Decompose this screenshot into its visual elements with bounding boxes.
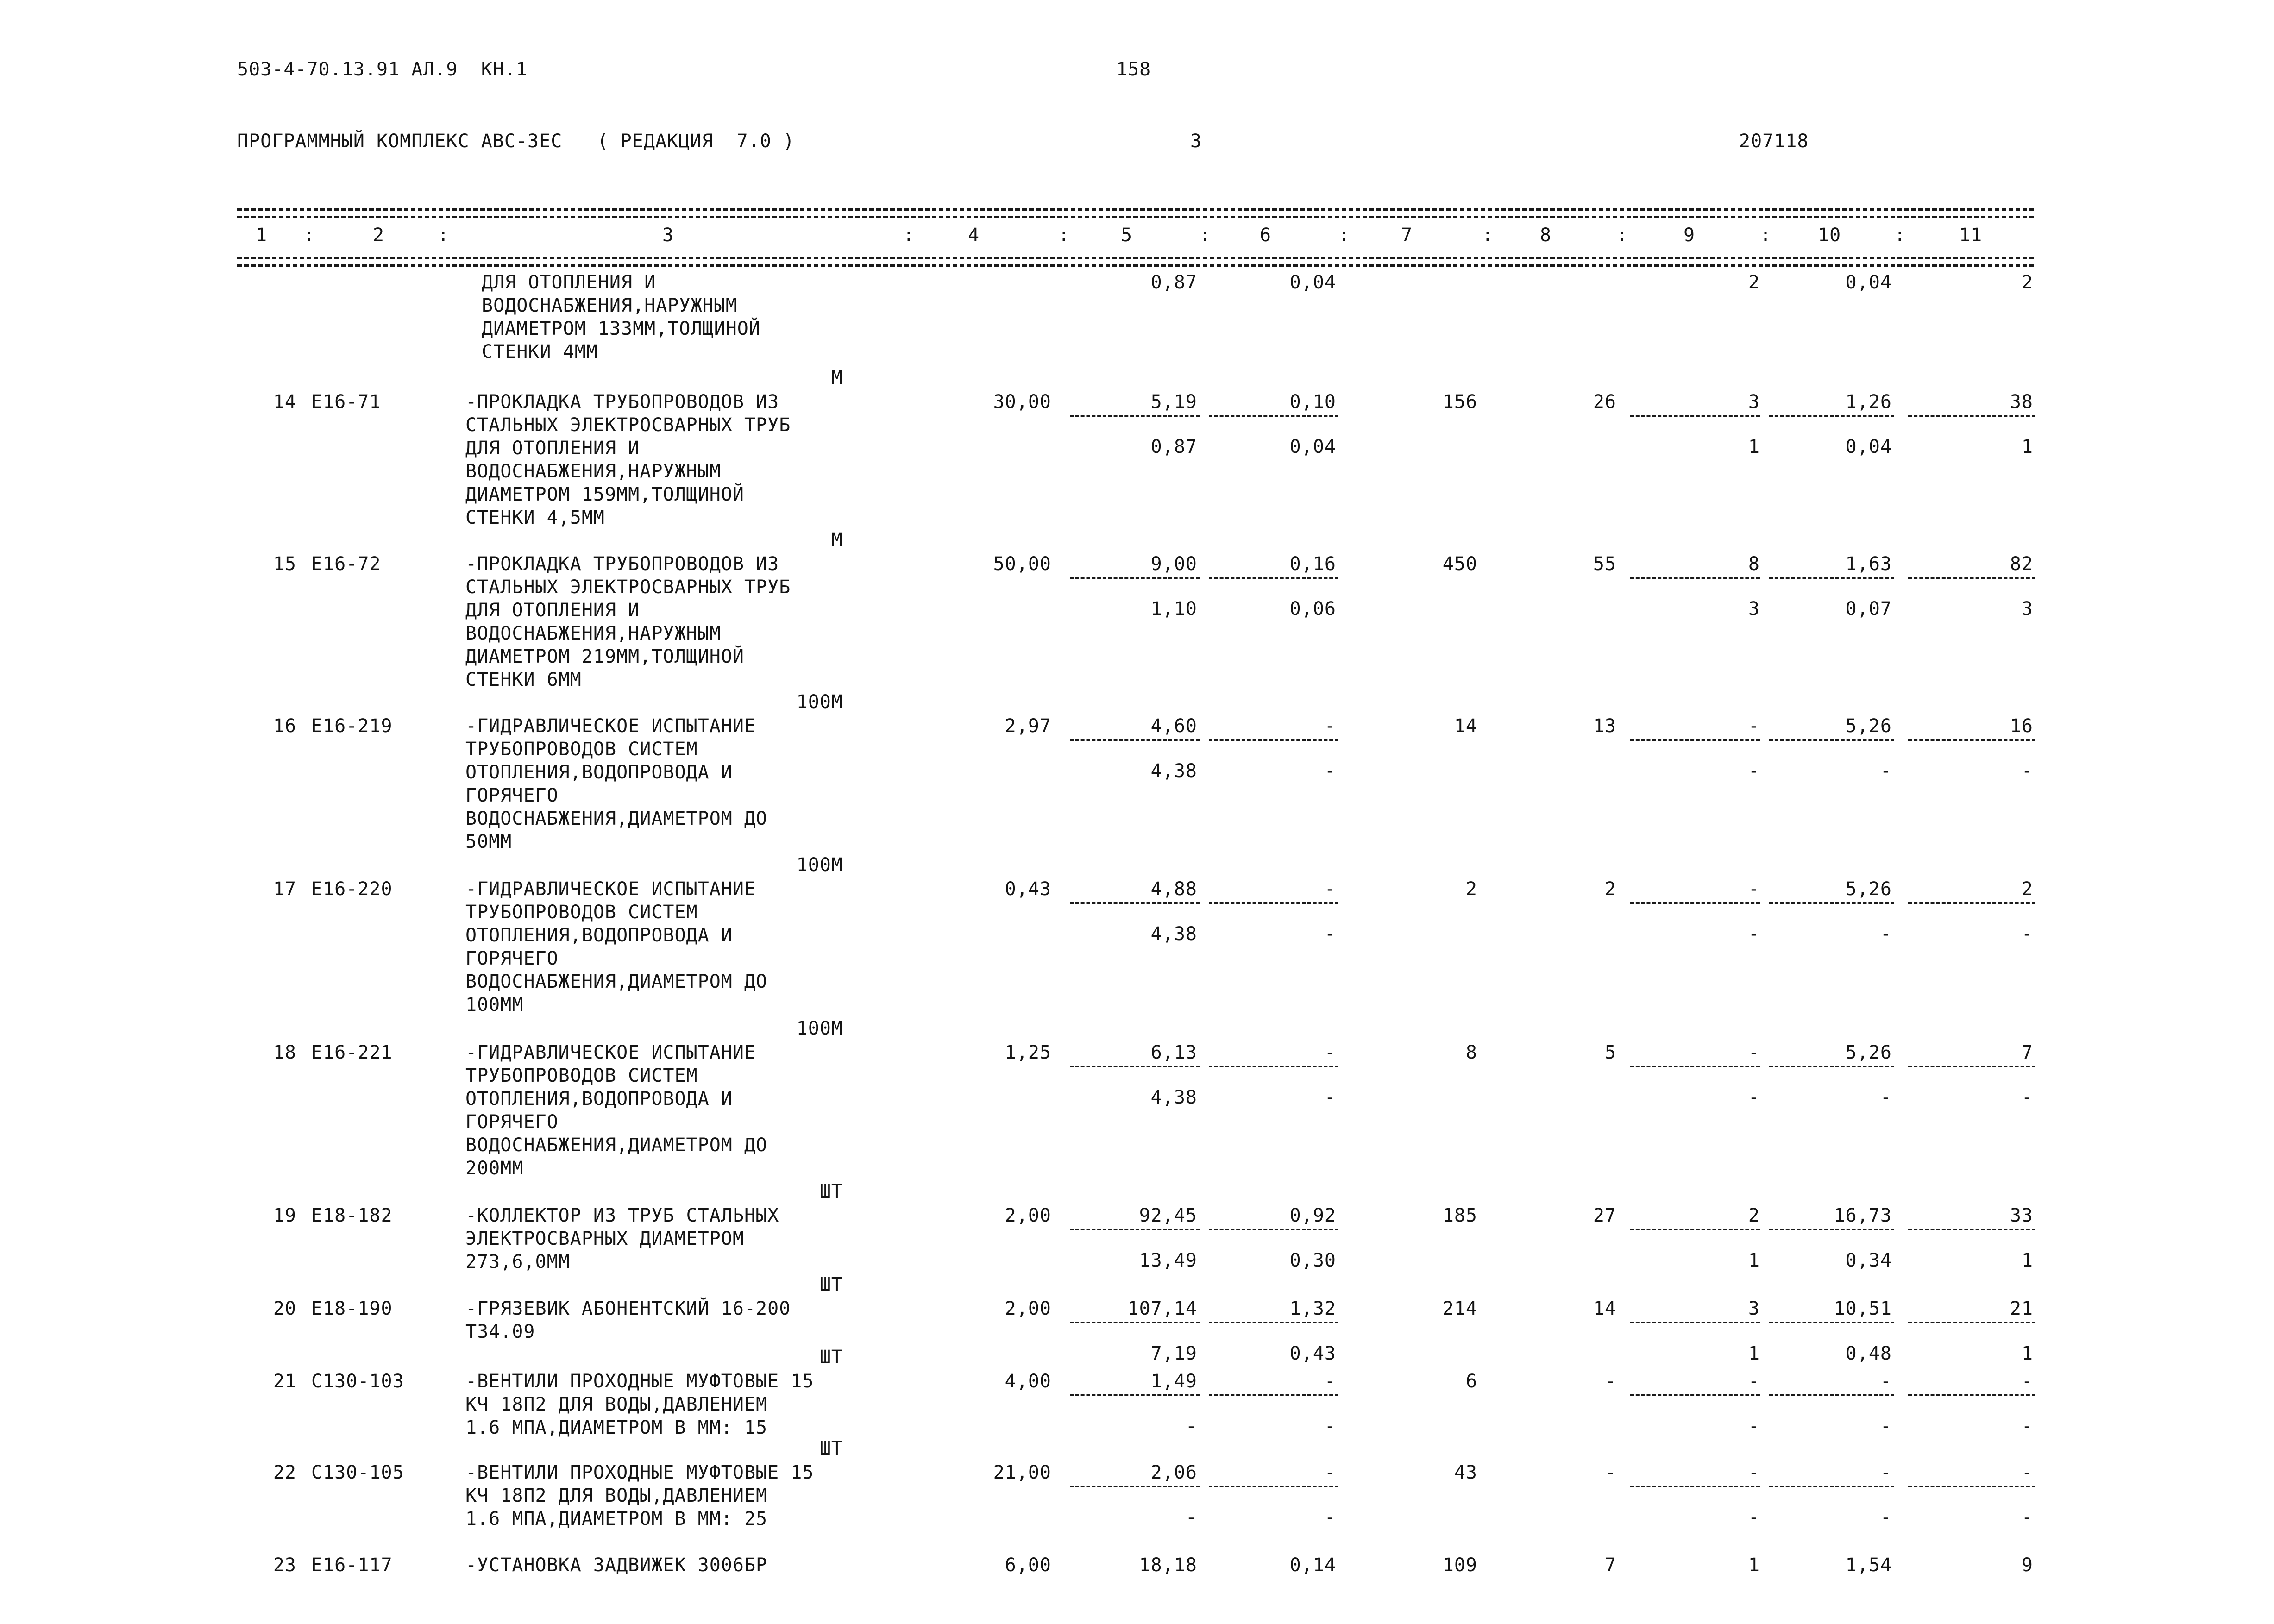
cell-value: - — [1880, 923, 1892, 945]
cell-value: 16,73 — [1834, 1205, 1892, 1226]
quantity: 50,00 — [993, 553, 1051, 575]
cell-value: 450 — [1442, 553, 1477, 575]
column-header: 6 — [1260, 225, 1272, 246]
cell-value: - — [1880, 1416, 1892, 1437]
cell-value: 5,26 — [1845, 715, 1892, 737]
cell-divider — [1630, 1394, 1760, 1396]
unit-label: ШТ — [819, 1181, 843, 1202]
description-line: СТАЛЬНЫХ ЭЛЕКТРОСВАРНЫХ ТРУБ — [465, 414, 791, 436]
cell-value: 1 — [2021, 1250, 2033, 1271]
column-separator: : — [1338, 225, 1351, 246]
cell-value: 0,14 — [1289, 1555, 1336, 1576]
description-line: ДИАМЕТРОМ 133ММ,ТОЛЩИНОЙ — [482, 318, 760, 339]
cell-value: - — [1324, 1462, 1336, 1483]
item-code: С130-105 — [311, 1462, 404, 1483]
cell-value: - — [2021, 1416, 2033, 1437]
cell-value: 0,16 — [1289, 553, 1336, 575]
cell-value: - — [1880, 1462, 1892, 1483]
cell-value: 26 — [1593, 391, 1616, 413]
cell-value: - — [2021, 1087, 2033, 1108]
cell-value: 13,49 — [1139, 1250, 1197, 1271]
description-line: КЧ 18П2 ДЛЯ ВОДЫ,ДАВЛЕНИЕМ — [465, 1485, 768, 1506]
description-line: -ПРОКЛАДКА ТРУБОПРОВОДОВ ИЗ — [465, 553, 779, 575]
header-bottom-rule — [237, 257, 2034, 259]
description-line: -ГИДРАВЛИЧЕСКОЕ ИСПЫТАНИЕ — [465, 878, 756, 900]
cell-value: - — [1604, 1462, 1616, 1483]
item-code: Е16-71 — [311, 391, 381, 413]
cell-value: 2 — [1604, 878, 1616, 900]
description-line: ВОДОСНАБЖЕНИЯ,ДИАМЕТРОМ ДО — [465, 808, 768, 829]
description-line: -ГРЯЗЕВИК АБОНЕНТСКИЙ 16-200 — [465, 1298, 791, 1319]
description-line: 200ММ — [465, 1158, 524, 1179]
cell-divider — [1769, 1229, 1894, 1230]
cell-value: - — [1324, 1087, 1336, 1108]
cell-value: 0,04 — [1289, 436, 1336, 458]
description-line: 50ММ — [465, 831, 512, 853]
cell-value: 14 — [1593, 1298, 1616, 1319]
description-line: ДИАМЕТРОМ 159ММ,ТОЛЩИНОЙ — [465, 484, 744, 505]
cell-value: 0,48 — [1845, 1343, 1892, 1364]
cell-value: 9,00 — [1150, 553, 1197, 575]
cell-value: - — [1748, 878, 1760, 900]
cell-value: 4,38 — [1150, 1087, 1197, 1108]
cell-divider — [1070, 1229, 1200, 1230]
cell-divider — [1908, 1322, 2035, 1323]
description-line: ВОДОСНАБЖЕНИЯ,ДИАМЕТРОМ ДО — [465, 1135, 768, 1156]
cell-value: - — [2021, 923, 2033, 945]
row-number: 22 — [273, 1462, 296, 1483]
column-separator: : — [1616, 225, 1628, 246]
cell-value: - — [2021, 1507, 2033, 1528]
cell-value: 1,32 — [1289, 1298, 1336, 1319]
unit-label: 100М — [796, 854, 843, 876]
cell-value: - — [1324, 1416, 1336, 1437]
cell-divider — [1209, 902, 1338, 904]
cell-value: 2,06 — [1150, 1462, 1197, 1483]
quantity: 1,25 — [1005, 1042, 1051, 1063]
description-line: -ГИДРАВЛИЧЕСКОЕ ИСПЫТАНИЕ — [465, 1042, 756, 1063]
cell-value: 1,10 — [1150, 598, 1197, 620]
cell-value: - — [2021, 760, 2033, 782]
cell-value: 1 — [1748, 1343, 1760, 1364]
cell-divider — [1769, 415, 1894, 417]
cell-value: - — [1748, 1042, 1760, 1063]
cell-value: 0,04 — [1289, 272, 1336, 293]
description-line: Т34.09 — [465, 1321, 535, 1342]
cell-divider — [1630, 415, 1760, 417]
cell-value: 38 — [2010, 391, 2033, 413]
description-line: ВОДОСНАБЖЕНИЯ,НАРУЖНЫМ — [465, 461, 721, 482]
description-line: ТРУБОПРОВОДОВ СИСТЕМ — [465, 739, 698, 760]
cell-value: - — [1324, 760, 1336, 782]
column-separator: : — [438, 225, 450, 246]
cell-value: - — [1748, 1087, 1760, 1108]
cell-value: 13 — [1593, 715, 1616, 737]
description-line: ОТОПЛЕНИЯ,ВОДОПРОВОДА И — [465, 925, 733, 946]
cell-divider — [1070, 415, 1200, 417]
cell-value: - — [1185, 1507, 1197, 1528]
description-line: ВОДОСНАБЖЕНИЯ,НАРУЖНЫМ — [465, 623, 721, 644]
quantity: 30,00 — [993, 391, 1051, 413]
cell-value: - — [1748, 1416, 1760, 1437]
cell-value: 0,10 — [1289, 391, 1336, 413]
cell-value: 0,92 — [1289, 1205, 1336, 1226]
cell-value: 92,45 — [1139, 1205, 1197, 1226]
cell-divider — [1908, 1486, 2035, 1487]
description-line: -ГИДРАВЛИЧЕСКОЕ ИСПЫТАНИЕ — [465, 715, 756, 737]
cell-value: 4,88 — [1150, 878, 1197, 900]
description-line: -КОЛЛЕКТОР ИЗ ТРУБ СТАЛЬНЫХ — [465, 1205, 779, 1226]
item-code: Е16-219 — [311, 715, 393, 737]
column-separator: : — [303, 225, 315, 246]
cell-value: 2 — [2021, 878, 2033, 900]
row-number: 21 — [273, 1371, 296, 1392]
cell-divider — [1209, 739, 1338, 741]
cell-value: - — [1604, 1371, 1616, 1392]
cell-value: 5 — [1604, 1042, 1616, 1063]
cell-divider — [1070, 1394, 1200, 1396]
cell-divider — [1630, 1066, 1760, 1067]
description-line: ЭЛЕКТРОСВАРНЫХ ДИАМЕТРОМ — [465, 1228, 744, 1249]
page-number: 158 — [1116, 59, 1151, 80]
cell-value: - — [1185, 1416, 1197, 1437]
cell-divider — [1070, 739, 1200, 741]
cell-value: - — [1748, 1371, 1760, 1392]
cell-value: 4,38 — [1150, 760, 1197, 782]
row-number: 15 — [273, 553, 296, 575]
unit-label: 100М — [796, 691, 843, 713]
cell-divider — [1908, 1066, 2035, 1067]
column-header: 5 — [1121, 225, 1133, 246]
cell-value: - — [1880, 1371, 1892, 1392]
cell-value: 1 — [2021, 1343, 2033, 1364]
cell-value: 0,07 — [1845, 598, 1892, 620]
cell-divider — [1209, 1486, 1338, 1487]
cell-value: 8 — [1465, 1042, 1477, 1063]
cell-divider — [1630, 1322, 1760, 1323]
program-line: ПРОГРАММНЫЙ КОМПЛЕКС АВС-3ЕС ( РЕДАКЦИЯ 7.0 ) — [237, 131, 795, 152]
cell-value: 1,63 — [1845, 553, 1892, 575]
cell-divider — [1630, 1229, 1760, 1230]
cell-value: 7,19 — [1150, 1343, 1197, 1364]
description-line: 100ММ — [465, 994, 524, 1016]
cell-value: - — [1324, 1042, 1336, 1063]
cell-divider — [1209, 577, 1338, 579]
cell-value: 5,26 — [1845, 1042, 1892, 1063]
cell-divider — [1070, 1322, 1200, 1323]
cell-value: - — [1880, 1087, 1892, 1108]
table-top-rule — [237, 208, 2034, 211]
cell-divider — [1070, 902, 1200, 904]
cell-value: 1,54 — [1845, 1555, 1892, 1576]
cell-value: - — [1748, 715, 1760, 737]
description-line: СТЕНКИ 6ММ — [465, 669, 582, 690]
quantity: 2,00 — [1005, 1205, 1051, 1226]
row-number: 17 — [273, 878, 296, 900]
cell-divider — [1908, 1394, 2035, 1396]
cell-divider — [1070, 1486, 1200, 1487]
cell-value: 3 — [1748, 391, 1760, 413]
cell-value: - — [1748, 1507, 1760, 1528]
cell-value: 3 — [1748, 1298, 1760, 1319]
cell-divider — [1209, 1322, 1338, 1323]
cell-value: 5,19 — [1150, 391, 1197, 413]
cell-value: 7 — [1604, 1555, 1616, 1576]
cell-value: 6,13 — [1150, 1042, 1197, 1063]
cell-divider — [1769, 1066, 1894, 1067]
cell-divider — [1630, 902, 1760, 904]
description-line: ДЛЯ ОТОПЛЕНИЯ И — [465, 600, 640, 621]
cell-value: 156 — [1442, 391, 1477, 413]
description-line: ТРУБОПРОВОДОВ СИСТЕМ — [465, 902, 698, 923]
cell-value: 0,87 — [1150, 272, 1197, 293]
cell-value: 14 — [1454, 715, 1477, 737]
cell-value: 9 — [2021, 1555, 2033, 1576]
item-code: Е16-221 — [311, 1042, 393, 1063]
cell-divider — [1908, 1229, 2035, 1230]
unit-label: М — [831, 367, 843, 389]
cell-value: 1,26 — [1845, 391, 1892, 413]
description-line: ВОДОСНАБЖЕНИЯ,ДИАМЕТРОМ ДО — [465, 971, 768, 992]
unit-label: 100М — [796, 1018, 843, 1039]
row-number: 19 — [273, 1205, 296, 1226]
cell-value: 16 — [2010, 715, 2033, 737]
row-number: 18 — [273, 1042, 296, 1063]
cell-value: 1,49 — [1150, 1371, 1197, 1392]
cell-value: 4,60 — [1150, 715, 1197, 737]
column-header: 2 — [373, 225, 385, 246]
cell-value: - — [1748, 1462, 1760, 1483]
cell-value: 214 — [1442, 1298, 1477, 1319]
column-separator: : — [1200, 225, 1212, 246]
cell-value: 2 — [1465, 878, 1477, 900]
item-code: Е16-220 — [311, 878, 393, 900]
item-code: С130-103 — [311, 1371, 404, 1392]
cell-value: - — [2021, 1371, 2033, 1392]
cell-value: - — [1324, 715, 1336, 737]
column-separator: : — [1482, 225, 1494, 246]
column-header: 8 — [1540, 225, 1552, 246]
description-line: -УСТАНОВКА ЗАДВИЖЕК 3006БР — [465, 1555, 768, 1576]
cell-value: 1 — [2021, 436, 2033, 458]
column-header: 3 — [662, 225, 674, 246]
column-header: 11 — [1959, 225, 1983, 246]
description-line: -ВЕНТИЛИ ПРОХОДНЫЕ МУФТОВЫЕ 15 — [465, 1371, 814, 1392]
cell-value: 27 — [1593, 1205, 1616, 1226]
cell-value: 7 — [2021, 1042, 2033, 1063]
cell-divider — [1908, 902, 2035, 904]
description-line: 1.6 МПА,ДИАМЕТРОМ В ММ: 15 — [465, 1417, 768, 1438]
item-code: Е16-72 — [311, 553, 381, 575]
row-number: 23 — [273, 1555, 296, 1576]
row-number: 20 — [273, 1298, 296, 1319]
column-separator: : — [1894, 225, 1906, 246]
cell-value: 0,43 — [1289, 1343, 1336, 1364]
cell-value: 10,51 — [1834, 1298, 1892, 1319]
unit-label: ШТ — [819, 1274, 843, 1295]
cell-divider — [1630, 577, 1760, 579]
cell-value: 18,18 — [1139, 1555, 1197, 1576]
cell-value: 33 — [2010, 1205, 2033, 1226]
cell-divider — [1769, 1394, 1894, 1396]
cell-divider — [1209, 1066, 1338, 1067]
cell-value: 1 — [1748, 1250, 1760, 1271]
cell-divider — [1908, 415, 2035, 417]
code-number: 207118 — [1739, 131, 1809, 152]
description-line: СТАЛЬНЫХ ЭЛЕКТРОСВАРНЫХ ТРУБ — [465, 577, 791, 598]
quantity: 2,97 — [1005, 715, 1051, 737]
description-line: ДИАМЕТРОМ 219ММ,ТОЛЩИНОЙ — [465, 646, 744, 667]
cell-divider — [1769, 1486, 1894, 1487]
cell-value: 21 — [2010, 1298, 2033, 1319]
cell-divider — [1769, 577, 1894, 579]
cell-value: 1 — [1748, 436, 1760, 458]
item-code: Е16-117 — [311, 1555, 393, 1576]
column-header: 9 — [1684, 225, 1696, 246]
description-line: ТРУБОПРОВОДОВ СИСТЕМ — [465, 1065, 698, 1086]
row-number: 16 — [273, 715, 296, 737]
header-bottom-rule-2 — [237, 264, 2034, 267]
quantity: 21,00 — [993, 1462, 1051, 1483]
sheet-number: 3 — [1190, 131, 1202, 152]
column-separator: : — [1760, 225, 1772, 246]
cell-value: 1 — [1748, 1555, 1760, 1576]
cell-value: 82 — [2010, 553, 2033, 575]
description-line: ГОРЯЧЕГО — [465, 1111, 559, 1133]
cell-value: 8 — [1748, 553, 1760, 575]
cell-value: - — [1324, 923, 1336, 945]
row-number: 14 — [273, 391, 296, 413]
column-separator: : — [903, 225, 915, 246]
description-line: ОТОПЛЕНИЯ,ВОДОПРОВОДА И — [465, 762, 733, 783]
column-header: 1 — [256, 225, 268, 246]
cell-value: 2 — [1748, 272, 1760, 293]
description-line: СТЕНКИ 4,5ММ — [465, 507, 605, 528]
cell-value: - — [1880, 760, 1892, 782]
description-line: 273,6,0ММ — [465, 1251, 570, 1273]
cell-value: 109 — [1442, 1555, 1477, 1576]
quantity: 2,00 — [1005, 1298, 1051, 1319]
cell-value: 0,04 — [1845, 436, 1892, 458]
cell-value: 43 — [1454, 1462, 1477, 1483]
cell-divider — [1908, 739, 2035, 741]
cell-divider — [1070, 1066, 1200, 1067]
cell-divider — [1908, 577, 2035, 579]
description-line: ОТОПЛЕНИЯ,ВОДОПРОВОДА И — [465, 1088, 733, 1110]
cell-value: - — [2021, 1462, 2033, 1483]
cell-value: 185 — [1442, 1205, 1477, 1226]
column-separator: : — [1058, 225, 1070, 246]
cell-value: 0,30 — [1289, 1250, 1336, 1271]
unit-label: ШТ — [819, 1347, 843, 1368]
cell-divider — [1769, 902, 1894, 904]
cell-value: 107,14 — [1127, 1298, 1197, 1319]
description-line: ГОРЯЧЕГО — [465, 948, 559, 969]
column-header: 4 — [968, 225, 980, 246]
description-line: КЧ 18П2 ДЛЯ ВОДЫ,ДАВЛЕНИЕМ — [465, 1394, 768, 1415]
description-line: СТЕНКИ 4ММ — [482, 341, 598, 363]
cell-value: 55 — [1593, 553, 1616, 575]
cell-divider — [1209, 1229, 1338, 1230]
cell-value: - — [1880, 1507, 1892, 1528]
cell-value: 6 — [1465, 1371, 1477, 1392]
unit-label: М — [831, 529, 843, 551]
cell-divider — [1209, 415, 1338, 417]
cell-value: 0,87 — [1150, 436, 1197, 458]
quantity: 4,00 — [1005, 1371, 1051, 1392]
description-line: ДЛЯ ОТОПЛЕНИЯ И — [465, 438, 640, 459]
description-line: ВОДОСНАБЖЕНИЯ,НАРУЖНЫМ — [482, 295, 737, 316]
cell-value: 5,26 — [1845, 878, 1892, 900]
description-line: ДЛЯ ОТОПЛЕНИЯ И — [482, 272, 656, 293]
cell-divider — [1630, 1486, 1760, 1487]
description-line: ГОРЯЧЕГО — [465, 785, 559, 806]
cell-value: 4,38 — [1150, 923, 1197, 945]
item-code: Е18-182 — [311, 1205, 393, 1226]
cell-value: 3 — [2021, 598, 2033, 620]
cell-value: - — [1748, 923, 1760, 945]
cell-divider — [1769, 1322, 1894, 1323]
cell-divider — [1769, 739, 1894, 741]
cell-divider — [1209, 1394, 1338, 1396]
cell-value: - — [1748, 760, 1760, 782]
description-line: -ВЕНТИЛИ ПРОХОДНЫЕ МУФТОВЫЕ 15 — [465, 1462, 814, 1483]
cell-value: 3 — [1748, 598, 1760, 620]
item-code: Е18-190 — [311, 1298, 393, 1319]
table-top-rule-2 — [237, 216, 2034, 218]
quantity: 0,43 — [1005, 878, 1051, 900]
column-header: 7 — [1401, 225, 1413, 246]
cell-value: 0,34 — [1845, 1250, 1892, 1271]
cell-value: 0,06 — [1289, 598, 1336, 620]
cell-value: - — [1324, 1507, 1336, 1528]
cell-value: 0,04 — [1845, 272, 1892, 293]
cell-value: 2 — [1748, 1205, 1760, 1226]
quantity: 6,00 — [1005, 1555, 1051, 1576]
cell-divider — [1070, 577, 1200, 579]
column-header: 10 — [1818, 225, 1841, 246]
cell-value: 2 — [2021, 272, 2033, 293]
description-line: 1.6 МПА,ДИАМЕТРОМ В ММ: 25 — [465, 1508, 768, 1530]
cell-value: - — [1324, 1371, 1336, 1392]
unit-label: ШТ — [819, 1438, 843, 1459]
cell-divider — [1630, 739, 1760, 741]
cell-value: - — [1324, 878, 1336, 900]
description-line: -ПРОКЛАДКА ТРУБОПРОВОДОВ ИЗ — [465, 391, 779, 413]
doc-code: 503-4-70.13.91 АЛ.9 КН.1 — [237, 59, 528, 80]
